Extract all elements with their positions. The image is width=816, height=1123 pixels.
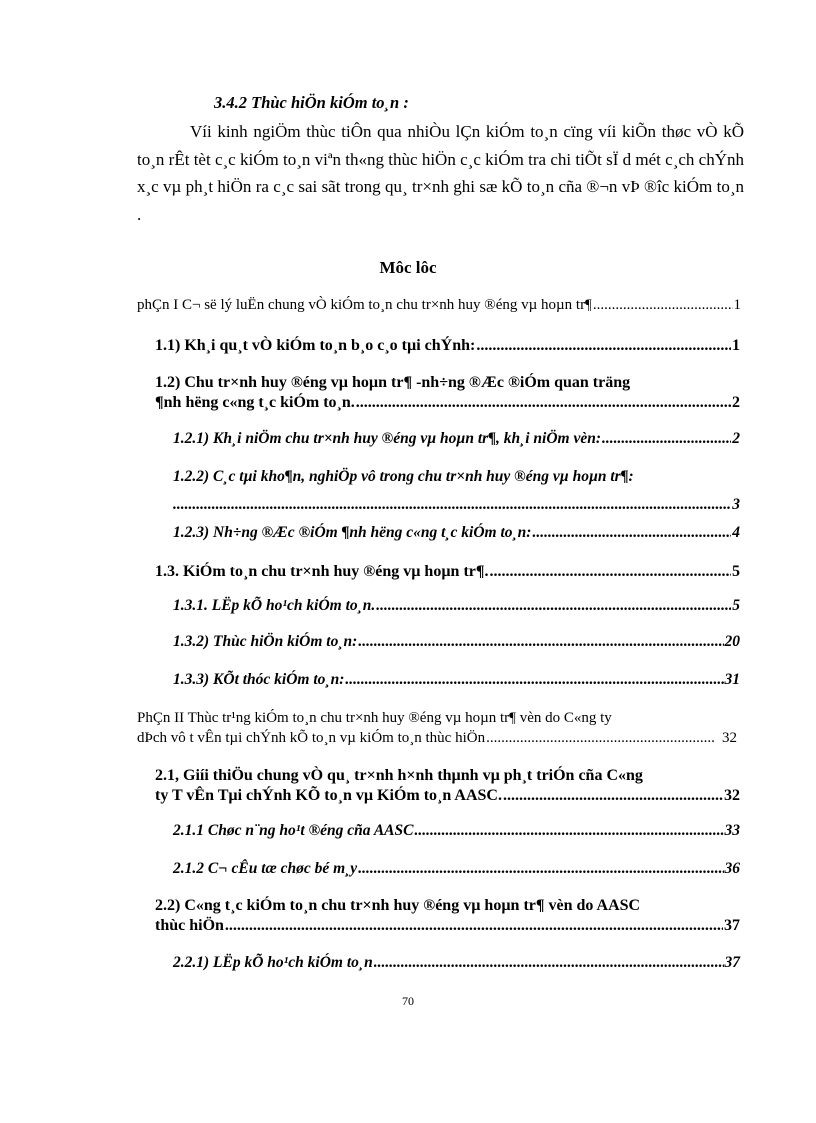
page-number: 70	[402, 994, 414, 1008]
toc-entry[interactable]	[173, 954, 740, 972]
toc-entry[interactable]	[155, 337, 740, 355]
toc-entry[interactable]	[155, 373, 740, 413]
toc-page-number: 31	[724, 671, 740, 688]
toc-page-number: 5	[732, 563, 740, 580]
toc-entry-text: 1.3.2) Thùc hiÖn kiÓm to¸n:	[173, 633, 358, 650]
toc-entry[interactable]	[173, 860, 740, 878]
toc-entry-text: thùc hiÖn	[155, 917, 224, 934]
toc-leader	[486, 728, 716, 748]
toc-entry-text: 2.1, Giíi thiÖu chung vÒ qu¸ tr×nh h×nh thµnh vµ ph¸t triÓn cña C«ng	[155, 767, 643, 784]
toc-entry-text: ¶nh hëng c«ng t¸c kiÓm to¸n.	[155, 394, 355, 411]
toc-entry-text: 1.3.3) KÕt thóc kiÓm to¸n:	[173, 671, 345, 688]
toc-entry-text: dÞch vô t vÊn tµi chÝnh kÕ to¸n vµ kiÓm to¸n thùc hiÖn	[137, 730, 486, 746]
toc-page-number: 1	[733, 297, 741, 313]
toc-leader	[503, 786, 723, 806]
toc-leader	[490, 563, 731, 581]
toc-page-number: 5	[732, 597, 740, 614]
toc-entry[interactable]	[173, 671, 740, 689]
toc-entry[interactable]	[173, 467, 740, 515]
toc-page-number: 32	[724, 787, 740, 804]
toc-leader	[532, 524, 731, 542]
toc-page-number: 1	[732, 337, 740, 354]
toc-entry-text: 1.2.3) Nh÷ng ®Æc ®iÓm ¶nh hëng c«ng t¸c kiÓm to¸n:	[173, 524, 532, 541]
toc-entry[interactable]	[173, 597, 740, 615]
toc-leader	[414, 822, 723, 840]
toc-leader	[345, 671, 723, 689]
toc-entry[interactable]	[173, 430, 740, 448]
section-paragraph: Víi kinh ngiÖm thùc tiÔn qua nhiÒu lÇn kiÓm to¸n cïng víi kiÕn thøc vÒ kÕ to¸n rÊt tèt c¸c kiÓm to¸n viªn th«ng thùc hiÖn c¸c kiÓm tra chi tiÕt sÏ d mét c¸ch chÝnh x¸c vµ ph¸t hiÖn ra c¸c sai sãt trong qu¸ tr×nh ghi sæ kÕ to¸n cña ®¬n vÞ ®îc kiÓm to¸n .	[137, 122, 744, 224]
toc-entry[interactable]	[137, 297, 741, 314]
toc-leader	[602, 430, 731, 448]
toc-leader	[593, 297, 733, 314]
toc-leader	[476, 337, 731, 355]
toc-entry-text: 2.2) C«ng t¸c kiÓm to¸n chu tr×nh huy ®éng vµ hoµn tr¶ vèn do AASC	[155, 897, 641, 914]
toc-entry[interactable]	[137, 708, 741, 748]
toc-leader	[358, 860, 723, 878]
toc-entry-text: phÇn I C¬ së lý luËn chung vÒ kiÓm to¸n chu tr×nh huy ®éng vµ hoµn tr¶	[137, 297, 592, 313]
toc-entry[interactable]	[173, 633, 740, 651]
toc-title: Môc lôc	[379, 258, 437, 277]
toc-page-number: 2	[732, 430, 740, 447]
toc-entry-text: 1.2.2) C¸c tµi kho¶n, nghiÖp vô trong chu tr×nh huy ®éng vµ hoµn tr¶:	[173, 468, 634, 485]
toc-entry-text: 1.3. KiÓm to¸n chu tr×nh huy ®éng vµ hoµn tr¶.	[155, 563, 489, 580]
toc-page-number: 37	[724, 954, 740, 971]
toc-entry-text: ty T vÊn Tµi chÝnh KÕ to¸n vµ KiÓm to¸n AASC.	[155, 787, 502, 804]
toc-leader	[376, 597, 731, 615]
toc-page-number: 33	[724, 822, 740, 839]
toc-entry-text: 2.1.2 C¬ cÊu tæ chøc bé m¸y	[173, 860, 358, 877]
toc-entry-text: 1.1) Kh¸i qu¸t vÒ kiÓm to¸n b¸o c¸o tµi chÝnh:	[155, 337, 476, 354]
toc-entry-text: 1.2.1) Kh¸i niÖm chu tr×nh huy ®éng vµ hoµn tr¶, kh¸i niÖm vèn:	[173, 430, 601, 447]
toc-entry-text: 2.1.1 Chøc n¨ng ho¹t ®éng cña AASC	[173, 822, 414, 839]
toc-page-number: 20	[724, 633, 740, 650]
toc-entry-text: 1.2) Chu tr×nh huy ®éng vµ hoµn tr¶ -nh÷ng ®Æc ®iÓm quan träng	[155, 374, 631, 391]
toc-entry[interactable]	[173, 524, 740, 542]
toc-page-number: 4	[732, 524, 740, 541]
toc-page-number: 32	[722, 730, 737, 746]
toc-leader	[374, 954, 724, 972]
toc-leader	[358, 633, 723, 651]
toc-entry[interactable]	[155, 896, 740, 936]
toc-page-number: 36	[724, 860, 740, 877]
toc-entry-text: 2.2.1) LËp kÕ ho¹ch kiÓm to¸n	[173, 954, 373, 971]
toc-leader	[356, 393, 731, 413]
toc-entry[interactable]	[155, 766, 740, 806]
toc-leader	[173, 495, 731, 515]
toc-entry-text: 1.3.1. LËp kÕ ho¹ch kiÓm to¸n.	[173, 597, 376, 614]
toc-entry[interactable]	[155, 563, 740, 581]
toc-leader	[225, 916, 723, 936]
toc-page-number: 3	[732, 496, 740, 513]
toc-page-number: 2	[732, 394, 740, 411]
toc-entry-text: PhÇn II Thùc tr¹ng kiÓm to¸n chu tr×nh huy ®éng vµ hoµn tr¶ vèn do C«ng ty	[137, 710, 612, 726]
toc-page-number: 37	[724, 917, 740, 934]
section-heading: 3.4.2 Thùc hiÖn kiÓm to¸n :	[214, 93, 409, 112]
toc-entry[interactable]	[173, 822, 740, 840]
